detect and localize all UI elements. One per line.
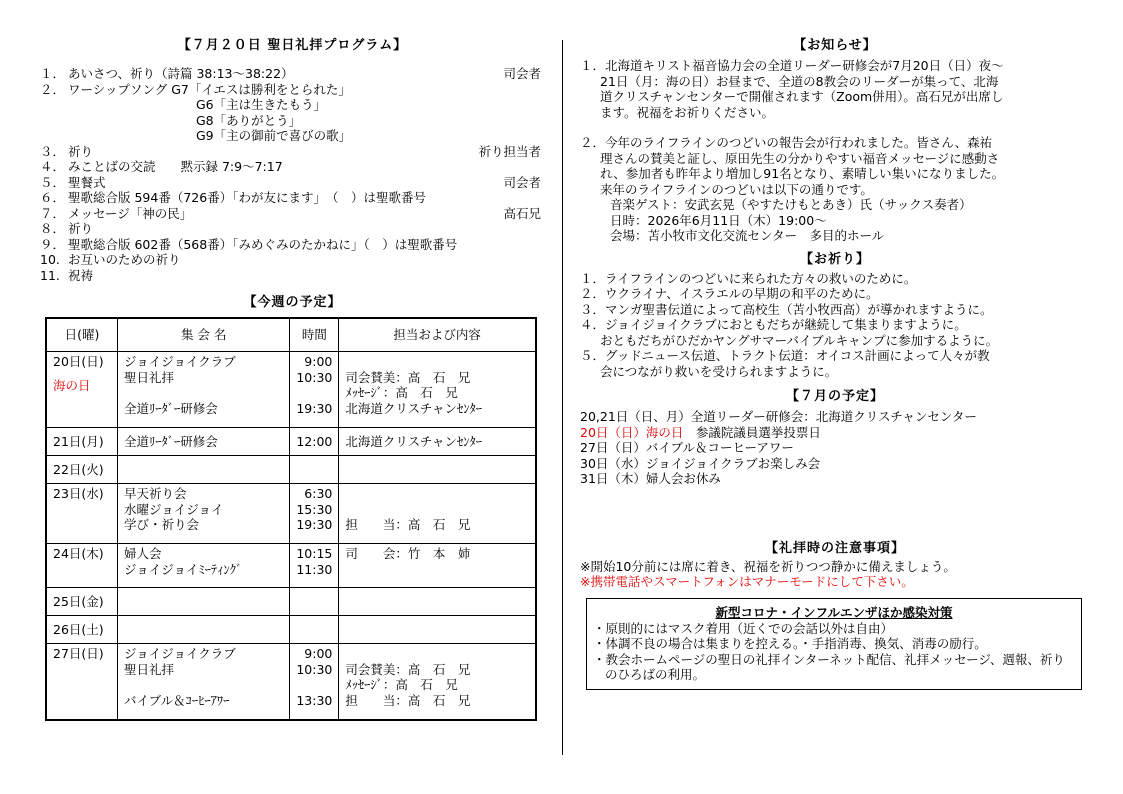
notice-item: ２．今年のライフラインのつどいの報告会が行われました。皆さん、森祐 理さんの賛美と証し、原田先生の分かりやすい福音メッセージに感動さ れ、参加者も昨年より増加し91名となり、素晴しい集いになりました。 来年のライフラインのつどいは以下の通りです。	[580, 135, 1005, 197]
july-item: 20,21日（日、月）全道リーダー研修会：北海道クリスチャンセンター	[580, 409, 977, 424]
detail-cell	[339, 616, 536, 644]
program-item: ６． 聖歌総合版 594番（726番）「わが友にます」 （ ）は聖歌番号	[40, 190, 426, 205]
program-item: ７． メッセージ「神の民」 高石兄	[40, 205, 541, 221]
day-cell: 27日(日)	[46, 644, 118, 720]
column-header: 集 会 名	[118, 318, 290, 352]
day-cell: 24日(木)	[46, 544, 118, 588]
program-list	[40, 66, 545, 283]
time-cell: 9:00 10:30 19:30	[290, 352, 339, 428]
detail-cell: 司会賛美：高 石 兄 ﾒｯｾｰｼﾞ：高 石 兄 担 当：高 石 兄	[339, 644, 536, 720]
program-item: 10. お互いのための祈り	[40, 252, 181, 267]
event-cell: ジョイジョイクラブ 聖日礼拝 バイブル＆ｺｰﾋｰｱﾜｰ	[118, 644, 290, 720]
column-header: 日(曜)	[46, 318, 118, 352]
table-row	[46, 644, 536, 720]
day-cell: 21日(月)	[46, 428, 118, 456]
day-cell: 22日(火)	[46, 456, 118, 484]
day-cell: 20日(日) 海の日	[46, 352, 118, 428]
right-column	[580, 36, 1090, 690]
program-item: ３． 祈り 祈り担当者	[40, 143, 541, 159]
time-cell	[290, 456, 339, 484]
program-item: ８． 祈り	[40, 221, 94, 236]
july-item: 20日（日）海の日 参議院議員選挙投票日	[580, 424, 821, 440]
notices-list	[580, 58, 1090, 244]
time-cell: 6:30 15:30 19:30	[290, 484, 339, 544]
event-cell: 婦人会 ジョイジョイﾐｰﾃｨﾝｸﾞ	[118, 544, 290, 588]
time-cell	[290, 616, 339, 644]
column-header: 担当および内容	[339, 318, 536, 352]
detail-cell: 司 会：竹 本 姉	[339, 544, 536, 588]
prayers-title: 【お祈り】	[799, 251, 870, 267]
notices-title: 【お知らせ】	[793, 38, 877, 53]
covid-measures-box	[586, 598, 1082, 690]
worship-note: ※開始10分前には席に着き、祝福を祈りつつ静かに備えましょう。	[580, 558, 956, 574]
table-row	[46, 456, 536, 484]
table-row	[46, 616, 536, 644]
prayer-item: ５．グッドニュース伝道、トラクト伝道：オイコス計画によって人々が教 会につながり救いを受けられますように。	[580, 348, 990, 379]
prayer-item: ３．マンガ聖書伝道によって高校生（苫小牧西高）が導かれますように。	[580, 301, 993, 317]
covid-box-title: 新型コロナ・インフルエンザほか感染対策	[715, 604, 953, 620]
july-item: 31日（木）婦人会お休み	[580, 471, 721, 486]
table-row	[46, 544, 536, 588]
program-item: １． あいさつ、祈り（詩篇 38:13～38:22） 司会者	[40, 66, 541, 81]
detail-cell: 北海道クリスチャンｾﾝﾀｰ	[339, 428, 536, 456]
day-cell: 25日(金)	[46, 588, 118, 616]
program-item: G9「主の御前で喜びの歌」	[196, 128, 352, 143]
event-details: 音楽ゲスト：安武玄晃（やすたけもとあき）氏（サックス奏者） 日時：2026年6月11日（木）19:00～ 会場：苫小牧市文化交流センター 多目的ホール	[610, 197, 972, 243]
notice-item: １．北海道キリスト福音協力会の全道リーダー研修会が7月20日（日）夜～ 21日（月：海の日）お昼まで、全道の8教会のリーダーが集って、北海 道クリスチャンセンターで開催されます（Zoom併用）。高石兄が出席し ます。祝福をお祈りください。	[580, 58, 1004, 120]
detail-cell: 司会賛美：高 石 兄 ﾒｯｾｰｼﾞ：高 石 兄 北海道クリスチャンｾﾝﾀｰ	[339, 352, 536, 428]
table-row	[46, 428, 536, 456]
event-cell	[118, 616, 290, 644]
prayer-item: ４．ジョイジョイクラブにおともだちが継続して集まりますように。 おともだちがひだかヤングサマーバイブルキャンプに参加するように。	[580, 317, 999, 348]
worship-notes-list	[580, 559, 1090, 590]
prayers-list	[580, 271, 1090, 380]
column-header: 時間	[290, 318, 339, 352]
event-cell	[118, 456, 290, 484]
holiday-label: 海の日	[53, 377, 91, 393]
program-item: ２． ワーシップソング G7「イエスは勝利をとられた」	[40, 81, 351, 97]
day-cell: 26日(土)	[46, 616, 118, 644]
july-title: 【７月の予定】	[785, 389, 884, 404]
time-cell: 9:00 10:30 13:30	[290, 644, 339, 720]
table-row	[46, 588, 536, 616]
covid-item: ・教会ホームページの聖日の礼拝インターネット配信、礼拝メッセージ、週報、祈りのひろばの利用。	[593, 651, 1065, 682]
worship-notes-title: 【礼拝時の注意事項】	[764, 540, 905, 556]
table-row	[46, 484, 536, 544]
worship-note: ※携帯電話やスマートフォンはマナーモードにして下さい。	[580, 574, 914, 589]
july-item: 27日（日）バイブル＆コーヒーアワー	[580, 440, 794, 455]
event-cell	[118, 588, 290, 616]
program-item: ９． 聖歌総合版 602番（568番）「みめぐみのたかねに」（ ）は聖歌番号	[40, 236, 458, 252]
event-cell: 全道ﾘｰﾀﾞｰ研修会	[118, 428, 290, 456]
schedule-table	[45, 317, 537, 721]
program-item: G8「ありがとう」	[196, 112, 302, 128]
event-cell: ジョイジョイクラブ 聖日礼拝 全道ﾘｰﾀﾞｰ研修会	[118, 352, 290, 428]
detail-cell: 担 当：高 石 兄	[339, 484, 536, 544]
table-row	[46, 352, 536, 428]
table-header-row	[46, 318, 536, 352]
schedule-title: 【今週の予定】	[243, 295, 342, 310]
program-item: ４． みことばの交読 黙示録 7:9～7:17	[40, 159, 283, 174]
covid-item: ・体調不良の場合は集まりを控える。・手指消毒、換気、消毒の励行。	[593, 636, 987, 651]
prayer-item: １．ライフラインのつどいに来られた方々の救いのために。	[580, 270, 917, 286]
program-item: G6「主は生きたもう」	[196, 97, 327, 112]
prayer-item: ２．ウクライナ、イスラエルの早期の和平のために。	[580, 286, 879, 301]
time-cell: 10:15 11:30	[290, 544, 339, 588]
detail-cell	[339, 456, 536, 484]
event-cell: 早天祈り会 水曜ジョイジョイ 学び・祈り会	[118, 484, 290, 544]
left-column	[40, 36, 545, 721]
july-list	[580, 409, 1090, 487]
program-item: ５． 聖餐式 司会者	[40, 174, 541, 190]
day-cell: 23日(水)	[46, 484, 118, 544]
covid-item: ・原則的にはマスク着用（近くでの会話以外は自由）	[593, 620, 894, 636]
program-title: 【７月２０日 聖日礼拝プログラム】	[177, 38, 408, 53]
program-item: 11. 祝祷	[40, 267, 94, 283]
time-cell: 12:00	[290, 428, 339, 456]
detail-cell	[339, 588, 536, 616]
column-divider	[562, 40, 563, 755]
time-cell	[290, 588, 339, 616]
july-item: 30日（水）ジョイジョイクラブお楽しみ会	[580, 455, 821, 471]
